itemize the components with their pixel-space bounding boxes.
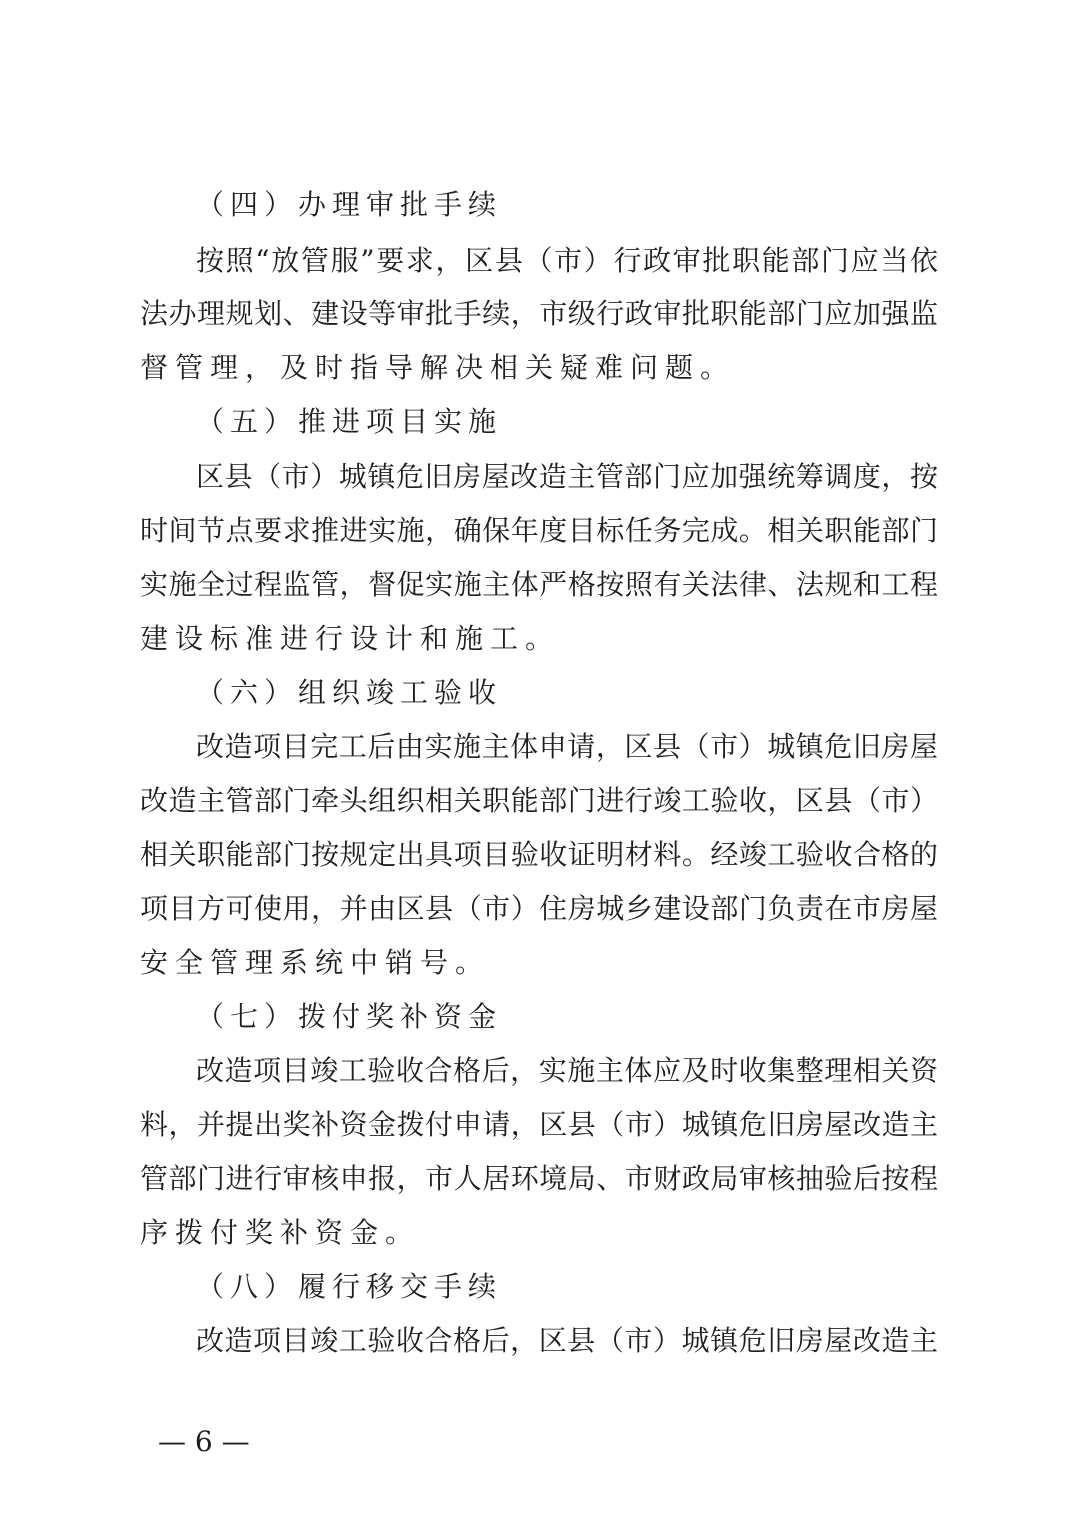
paragraph-line: 实施全过程监管，督促实施主体严格按照有关法律、法规和工程 bbox=[140, 568, 938, 601]
paragraph-line: 改造项目竣工验收合格后，实施主体应及时收集整理相关资 bbox=[196, 1054, 938, 1087]
paragraph-line: 改造项目竣工验收合格后，区县（市）城镇危旧房屋改造主 bbox=[196, 1324, 938, 1357]
paragraph-line: 安全管理系统中销号。 bbox=[140, 946, 491, 979]
paragraph-line: 管部门进行审核申报，市人居环境局、市财政局审核抽验后按程 bbox=[140, 1162, 938, 1195]
paragraph-line: 序拨付奖补资金。 bbox=[140, 1216, 421, 1249]
paragraph-line: 法办理规划、建设等审批手续，市级行政审批职能部门应加强监 bbox=[140, 297, 938, 330]
section-heading-5: （五）推进项目实施 bbox=[196, 405, 503, 438]
paragraph-line: 区县（市）城镇危旧房屋改造主管部门应加强统筹调度，按 bbox=[196, 460, 938, 493]
paragraph-line: 项目方可使用，并由区县（市）住房城乡建设部门负责在市房屋 bbox=[140, 892, 938, 925]
paragraph-line: 建设标准进行设计和施工。 bbox=[140, 622, 561, 655]
paragraph-line: 按照“放管服”要求，区县（市）行政审批职能部门应当依 bbox=[196, 244, 938, 277]
paragraph-line: 督管理，及时指导解决相关疑难问题。 bbox=[140, 351, 736, 384]
section-heading-6: （六）组织竣工验收 bbox=[196, 676, 503, 709]
paragraph-line: 相关职能部门按规定出具项目验收证明材料。经竣工验收合格的 bbox=[140, 838, 938, 871]
paragraph-line: 时间节点要求推进实施，确保年度目标任务完成。相关职能部门 bbox=[140, 514, 938, 547]
section-heading-4: （四）办理审批手续 bbox=[196, 188, 503, 221]
paragraph-line: 改造项目完工后由实施主体申请，区县（市）城镇危旧房屋 bbox=[196, 730, 938, 763]
page-number: — 6 — bbox=[158, 1425, 250, 1458]
section-heading-7: （七）拨付奖补资金 bbox=[196, 1000, 503, 1033]
paragraph-line: 改造主管部门牵头组织相关职能部门进行竣工验收，区县（市） bbox=[140, 784, 938, 817]
paragraph-line: 料，并提出奖补资金拨付申请，区县（市）城镇危旧房屋改造主 bbox=[140, 1108, 938, 1141]
section-heading-8: （八）履行移交手续 bbox=[196, 1270, 503, 1303]
